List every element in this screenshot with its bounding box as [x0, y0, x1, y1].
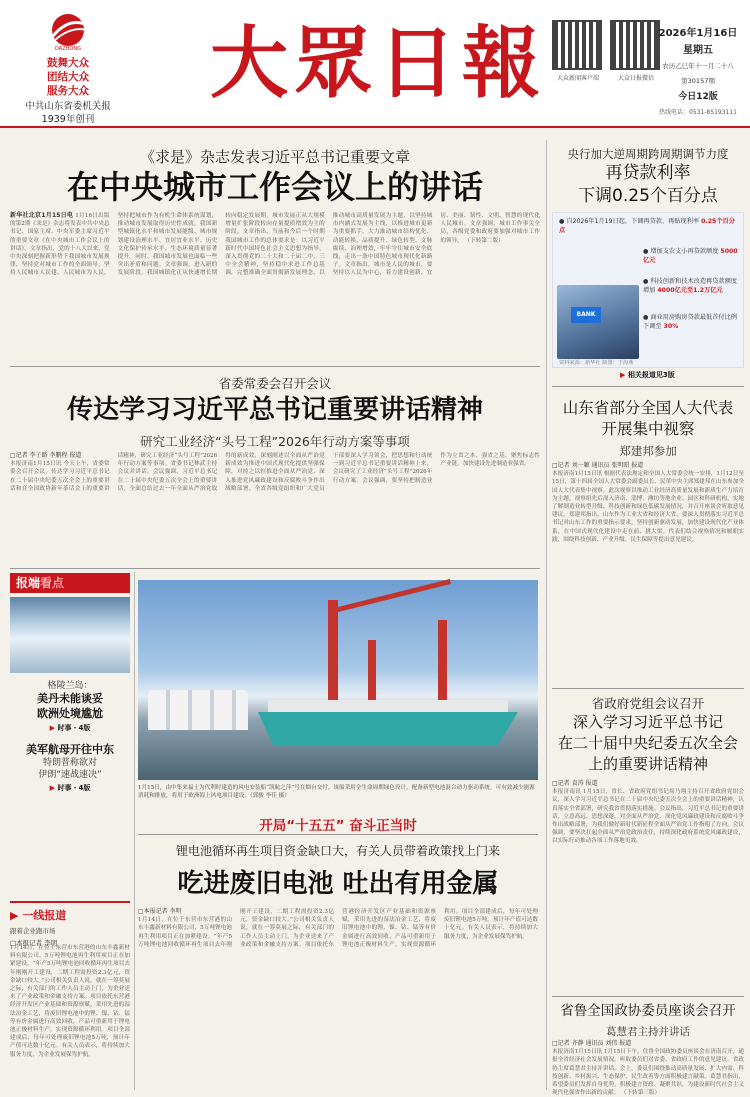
qr-caption: 大众日报微信	[617, 75, 654, 82]
news-tips-bar	[10, 573, 130, 593]
masthead	[0, 0, 750, 128]
crane-leg	[438, 620, 447, 702]
tip-item[interactable]	[10, 742, 130, 793]
column-divider	[546, 140, 547, 1090]
arrow-icon: ▶	[49, 724, 56, 732]
story2-headline[interactable]: 传达学习习近平总书记重要讲话精神	[66, 395, 483, 425]
tip-headline: 美丹未能谈妥 欧洲处境尴尬	[37, 692, 103, 720]
cppcc-byline: □记者 齐静 通讯员 刘伟 报道	[552, 1040, 632, 1047]
ship-deck	[268, 700, 508, 714]
npc-subhead: 郑建邦参加	[619, 444, 677, 458]
bank-photo	[557, 285, 639, 359]
one-line-report	[10, 901, 130, 947]
battery-byline: □本报记者 李明	[138, 908, 182, 915]
qr-app[interactable]	[552, 20, 604, 82]
cppcc-subhead: 葛慧君主持并讲话	[606, 1026, 690, 1038]
crane-leg	[328, 600, 338, 702]
rates-headline[interactable]	[552, 162, 744, 208]
qr-code-icon	[552, 20, 602, 70]
wind-vessel-photo	[138, 580, 538, 780]
npc-body-text: 本报济南1月15日讯 根据代表法规定和全国人大常委会统一安排，1月12日至15日，第十四届全国人大常委会副委员长、民革中央主席郑建邦在山东参加全国人大代表集中视察。此次视察以推动工业经济高质量发展和新质生产力培育为主题，视察组先后深入济南、淄博、潍坊等地企业、园区和科研机构，实地了解制造业转型升级、科技创新和绿色低碳发展情况，并召开座谈会听取意见建议。郑建邦指出，山东作为工业大省和经济大省，要深入贯彻落实习近平总书记对山东工作的重要指示要求，坚持创新驱动发展，加快建设现代化产业体系，在中国式现代化建设中走在前、挑大梁。代表们结合视察情况和履职实践，围绕科技创新、产业升级、民生保障等提出意见建议。	[552, 471, 744, 543]
rates-headline-line: 再贷款利率	[605, 163, 691, 183]
rates-more-link[interactable]	[620, 370, 675, 380]
one-line-label: 一线报道	[22, 909, 67, 922]
weekday: 星期五	[683, 45, 713, 56]
tip-more	[10, 783, 130, 793]
rates-caption: 资料来源：新华社 制图：于海燕	[559, 360, 634, 366]
masthead-left	[8, 10, 128, 126]
lead-body	[10, 212, 540, 360]
tip-headline: 美军航母开往中东	[26, 743, 114, 756]
cppcc-body-text: 本报济南1月15日讯 1月15日下午，住鲁全国政协委员座谈会在济南召开，通报全省经济社会发展情况，听取委员们对省委、省政府工作的意见建议。省政协主席葛慧君主持并讲话。会上，委员们围绕推动高质量发展、扩大内需、科技创新、乡村振兴、生态保护、民生改善等方面积极建言献策。葛慧君指出，希望委员们发挥自身优势，积极建言资政、凝聚共识，为建设新时代社会主义现代化强省作出新的贡献。	[552, 1049, 744, 1097]
story2-body-text: 本报济南1月15日讯 今天上午，省委常委会召开会议，传达学习习近平总书记在二十届中央纪委五次全会上的重要讲话和在全国政协新年茶话会上的重要讲话精神，研究工业经济“头号工程”2026年行动方案等事项。省委书记林武主持会议并讲话。会议强调，习近平总书记在二十届中央纪委五次全会上的重要讲话，全面总结过去一年全面从严治党取得的新成效，深刻阐述以全面从严治党新成效为推进中国式现代化提供坚强保障，对持之以恒推进全面从严治党、深入推进党风廉政建设和反腐败斗争作出战略部署。全省各级党组织和广大党员干部要深入学习领会，把思想和行动统一到习近平总书记重要讲话精神上来。会议研究了工业经济“头号工程”2026年行动方案。会议强调，要坚持把制造业作为立省之本、强省之基，聚焦标志性产业链，加快建设先进制造业强省。	[10, 453, 540, 492]
cppcc-headline[interactable]: 省鲁全国政协委员座谈会召开	[560, 1003, 736, 1019]
pin-icon: ▶	[10, 909, 19, 922]
divider	[552, 386, 744, 387]
story2-body	[10, 452, 540, 564]
org-name	[8, 100, 128, 126]
party-headline-line: 在二十届中央纪委五次全会	[557, 734, 738, 752]
lead-headline[interactable]: 在中央城市工作会议上的讲话	[66, 168, 483, 206]
storage-tanks	[148, 690, 248, 730]
party-byline: □记者 袁涛 报道	[552, 780, 598, 787]
lead-dateline: 新华社北京1月15日电	[10, 212, 74, 219]
slogan-line: 鼓舞大众	[47, 57, 89, 69]
rate-item-text: 科技创新和技术改造再贷款额度增加	[643, 278, 737, 294]
one-line-sub: 跟着企业跑市场	[10, 927, 56, 935]
cppcc-body	[552, 1040, 744, 1097]
rate-item: ● 科技创新和技术改造再贷款额度增加 4000亿元至1.2万亿元	[643, 278, 737, 294]
date-block	[658, 24, 738, 116]
issue-number: 第30157期	[681, 77, 715, 85]
one-line-title	[10, 907, 130, 923]
tips-lite: 看点	[40, 576, 65, 590]
party-body	[552, 780, 744, 992]
story2-subhead: 研究工业经济“头号工程”2026年行动方案等事项	[140, 434, 410, 449]
founded-label: 1939年创刊	[41, 114, 95, 125]
lead-body-text: 1月16日出版的第2期《求是》杂志将发表中共中央总书记、国家主席、中央军委主席习近平的重要文章《在中央城市工作会议上的讲话》。文章指出，党的十八大以来，党中央深刻把握新形势下我国城市发展规律，坚持党对城市工作的全面领导，坚持人民城市人民建、人民城市为人民，坚持把城市作为有机生命体系统谋划，推动城市发展取得历史性成就。我国新型城镇化水平和城市发展能级、城市规划建设治理水平、宜居宜业水平、历史文化保护传承水平、生态环境质量显著提升。同时，我国城市发展也面临一些突出矛盾和问题。文章强调，进入新的发展阶段，我国城镇化正从快速增长期转向稳定发展期，城市发展正从大规模增量扩张阶段转向存量提质增效为主的阶段。文章指出，当前和今后一个时期我国城市工作的总体要求是：以习近平新时代中国特色社会主义思想为指导，深入贯彻党的二十大和二十届二中、三中全会精神，坚持稳中求进工作总基调，完整准确全面贯彻新发展理念，以推动城市高质量发展为主题，以坚持城市内涵式发展为主线，以推进城市更新为重要抓手，大力推动城市结构优化、动能转换、品质提升、绿色转型、文脉赓续、治理增效，牢牢守住城市安全底线，走出一条中国特色城市现代化新路子。文章指出，城市是人民的城市，要坚持以人民为中心，着力建设创新、宜居、美丽、韧性、文明、智慧的现代化人民城市。文章强调，城市工作事关全局，各级党委和政府要加强对城市工作的领导。	[10, 213, 540, 277]
crane-leg	[368, 640, 376, 702]
crane-boom	[333, 579, 451, 613]
org-label: 中共山东省委机关报	[25, 101, 111, 112]
rate-item-text: 自2026年1月19日起，下调再贷款、再贴现利率	[566, 218, 700, 225]
party-headline-line: 深入学习习近平总书记	[572, 713, 723, 731]
rate-item: ● 增加支农支小再贷款额度 5000亿元	[643, 248, 738, 264]
one-line-body-text: 1月14日，在位于东营市东营港的山东丰鑫新材料有限公司，5万吨锂电池再生利用项目正在加紧建设。“年产5万吨锂电池回收循环再生项目去年刚刚开工建设，二期工程需投资2.3亿元，资金缺口较大。”公司相关负责人说，就在一筹莫展之际，有关部门的工作人员主动上门，为企业送来了产业政策和金融支持方案。项目依托东营港经济开发区产业基础和资源禀赋，采用先进的湿法冶金工艺，将废旧锂电池中的锂、镍、钴、锰等有价金属进行高效回收，产品可重新用于锂电池正极材料生产，实现资源循环利用。项目全部建成后，每年可处理废旧锂电池5万吨，预计年产值可达数十亿元。有关人员表示，将持续加大服务力度，为企业发展保驾护航。	[10, 945, 130, 1058]
story2-kicker: 省委常委会召开会议	[218, 376, 332, 391]
arrow-icon: ▶	[620, 371, 626, 379]
party-headline[interactable]	[552, 712, 744, 775]
divider	[10, 366, 540, 367]
newspaper-title: 大眾日報	[210, 18, 547, 109]
rate-item: ● 自2026年1月19日起，下调再贷款、再贴现利率 0.25个百分点	[559, 218, 735, 234]
npc-headline[interactable]	[552, 398, 744, 440]
battery-kicker: 锂电池循环再生项目资金缺口大，有关人员带着政策找上门来	[175, 844, 500, 858]
qr-code-icon	[610, 20, 660, 70]
lead-continued: （下转第二版）	[464, 237, 504, 244]
npc-headline-line: 开展集中视察	[601, 420, 695, 438]
tip-item[interactable]	[10, 678, 130, 733]
rate-item-value: 0.25个百分点	[559, 218, 735, 234]
photo-caption: 1月15日，由中集来福士为代利时建造的风电安装船“凯航之萍”号在烟台交付。该船采用全生命周期绿色设计，配备新型电池混合动力驱动系统，可有效减少能源消耗和排放，将用于欧洲海上风电项目建设。（郭骏 李佳 摄）	[138, 785, 535, 799]
tip-more-label: 时事・4版	[57, 724, 91, 732]
rate-item-value: 4000亿元至1.2万亿元	[657, 287, 723, 294]
issue-date: 2026年1月16日	[658, 28, 738, 39]
cppcc-continued: （下转第三版）	[620, 1090, 661, 1097]
rates-more-label: 相关报道见3版	[627, 371, 675, 379]
arrow-icon: ▶	[49, 784, 56, 792]
tip-sub: 特朗普称欲对 伊朗“速战速决”	[38, 758, 102, 780]
party-kicker: 省政府党组会议召开	[591, 696, 705, 711]
ship-hull	[258, 712, 518, 746]
tip-more-label: 时事・4版	[57, 784, 91, 792]
battery-body	[138, 908, 538, 1088]
qr-wechat[interactable]	[610, 20, 662, 82]
column-divider	[134, 572, 135, 1090]
divider	[552, 996, 744, 997]
rate-item: ● 商业用房购房贷款最低首付比例下调至 30%	[643, 314, 737, 330]
party-body-text: 本报济南讯 1月15日，省长、省政府党组书记周乃翔主持召开省政府党组会议，深入学习习近平总书记在二十届中央纪委五次全会上的重要讲话精神，认真落实全省部署，研究我省贯彻落实措施。会议指出，习近平总书记的重要讲话，立意高远、思想深邃，对全面从严治党、深化党风廉政建设和反腐败斗争作出战略部署，为我们做好新时代新征程全面从严治党工作指明了方向。会议强调，要坚决扛起全面从严治党政治责任，持续深化政府系统党风廉政建设，以实际行动推动各项工作落地见效。	[552, 789, 744, 845]
dazhong-logo-icon	[41, 10, 95, 52]
slogan-line: 团结大众	[47, 71, 89, 83]
rate-item-value: 30%	[663, 323, 679, 330]
story2-byline: □记者 李子路 李鹏程 报道	[10, 452, 82, 459]
npc-body	[552, 462, 744, 684]
tips-brand: 报端	[16, 576, 41, 590]
npc-byline: □记者 刘一颖 通讯员 张明昭 报道	[552, 462, 644, 469]
divider	[138, 834, 538, 835]
battery-headline[interactable]: 吃进废旧电池 吐出有用金属	[177, 869, 499, 899]
slogan-line: 服务大众	[47, 85, 89, 97]
ice-photo	[10, 597, 130, 673]
slogan	[8, 56, 128, 98]
rate-item-value: 5000亿元	[643, 248, 738, 264]
bank-sign-icon: BANK	[571, 307, 601, 323]
lunar-date: 农历乙巳年十一月二十八	[662, 62, 734, 70]
npc-headline-line: 山东省部分全国人大代表	[562, 399, 734, 417]
rates-infographic	[552, 212, 744, 368]
hotline: 热线电话：0531-85193111	[659, 109, 737, 116]
divider	[10, 568, 540, 569]
tip-kicker: 格陵兰岛：	[47, 681, 93, 691]
page-count: 今日12版	[678, 92, 718, 102]
qr-caption: 大众新闻客户端	[556, 75, 599, 82]
rate-item-text: 增加支农支小再贷款额度	[650, 248, 719, 255]
divider	[552, 688, 744, 689]
rates-kicker: 央行加大逆周期跨周期调节力度	[567, 147, 729, 161]
lead-kicker: 《求是》杂志发表习近平总书记重要文章	[139, 148, 410, 166]
battery-body-text: 1月14日，在位于东营市东营港的山东丰鑫新材料有限公司，5万吨锂电池再生利用项目正在加紧建设。“年产5万吨锂电池回收循环再生项目去年刚刚开工建设，二期工程需投资2.3亿元，资金缺口较大。”公司相关负责人说，就在一筹莫展之际，有关部门的工作人员主动上门，为企业送来了产业政策和金融支持方案。项目依托东营港经济开发区产业基础和资源禀赋，采用先进的湿法冶金工艺，将废旧锂电池中的锂、镍、钴、锰等有价金属进行高效回收，产品可重新用于锂电池正极材料生产，实现资源循环利用。项目全部建成后，每年可处理废旧锂电池5万吨，预计年产值可达数十亿元。有关人员表示，将持续加大服务力度，为企业发展保驾护航。	[138, 909, 538, 948]
series-banner: 开局“十五五” 奋斗正当时	[259, 818, 417, 834]
rates-headline-line: 下调0.25个百分点	[578, 186, 718, 206]
svg-text:DAZHONG: DAZHONG	[55, 46, 81, 52]
rate-item-text: 商业用房购房贷款最低首付比例下调至	[643, 314, 737, 330]
party-headline-line: 上的重要讲话精神	[587, 755, 708, 773]
one-line-byline: □本报记者 李明	[10, 939, 58, 947]
one-line-body	[10, 944, 130, 1088]
tip-more	[10, 723, 130, 733]
